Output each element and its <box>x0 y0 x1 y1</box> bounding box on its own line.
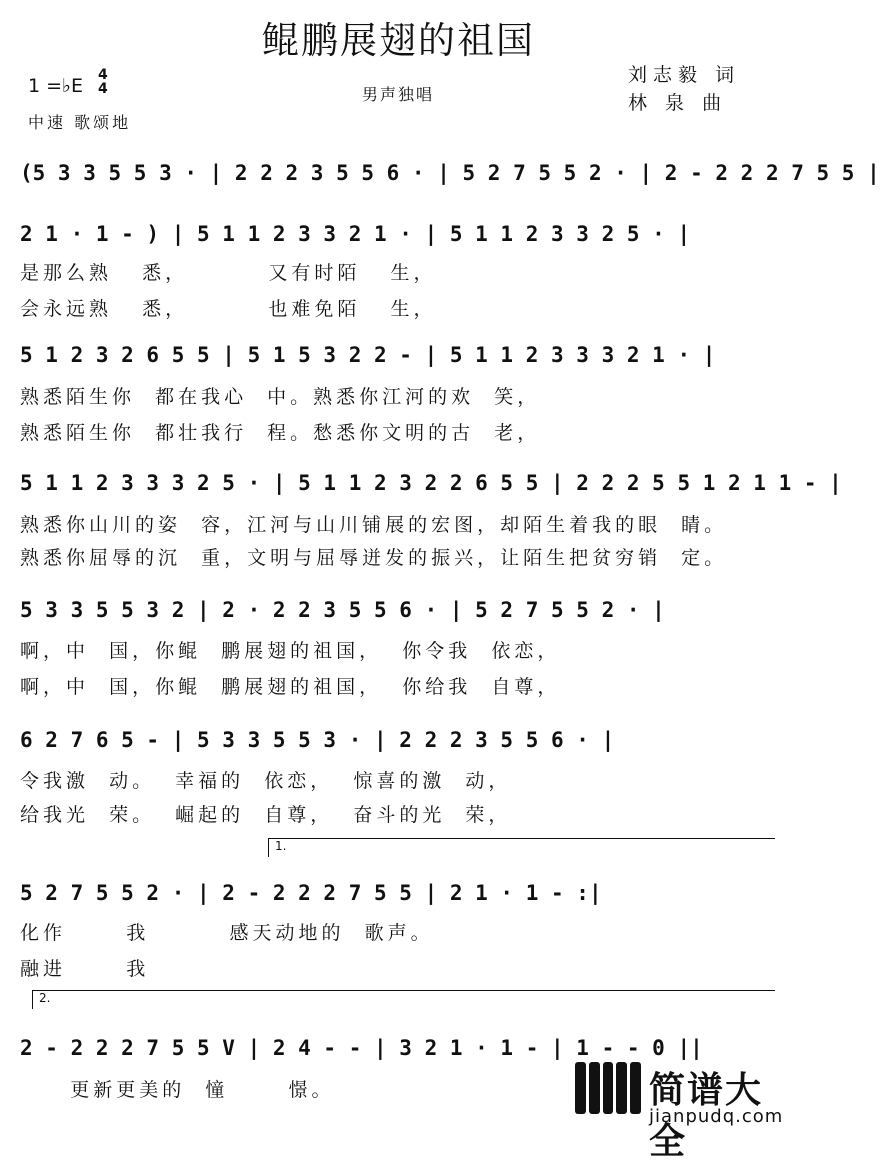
lyricist-credit: 刘志毅 词 <box>628 64 741 86</box>
score-line-5-notes: 5 3 3 5 5 3 2 | 2 · 2 2 3 5 5 6 · | 5 2 7 5 5 2 · | <box>20 598 665 622</box>
score-line-8-notes: 2 - 2 2 2 7 5 5 V | 2 4 - - | 3 2 1 · 1 - | 1 - - 0 || <box>20 1036 703 1060</box>
tempo-marking: 中速 歌颂地 <box>28 113 132 132</box>
score-line-6-lyric-2: 给我光 荣。 崛起的 自尊， 奋斗的光 荣， <box>20 804 512 826</box>
score-line-4-lyric-2: 熟悉你屈辱的沉 重，文明与屈辱迸发的振兴，让陌生把贫穷销 定。 <box>20 547 728 569</box>
score-line-3-lyric-2: 熟悉陌生你 都壮我行 程。愁悉你文明的古 老， <box>20 422 541 444</box>
key-signature: 1 =♭E <box>28 75 84 97</box>
logo-name: 简谱大全 <box>649 1070 764 1162</box>
score-line-2-lyric-1: 是那么熟 悉， 又有时陌 生， <box>20 262 437 284</box>
score-line-6-notes: 6 2 7 6 5 - | 5 3 3 5 5 3 · | 2 2 2 3 5 5 6 · | <box>20 728 615 752</box>
logo-url: jianpudq.com <box>649 1106 784 1127</box>
time-signature-bottom: 4 <box>98 81 108 97</box>
score-line-5-lyric-2: 啊，中 国，你鲲 鹏展翅的祖国， 你给我 自尊， <box>20 676 561 698</box>
piano-keys-icon <box>575 1062 641 1114</box>
score-line-7-lyric-2: 融进 我 <box>20 958 150 980</box>
score-line-4-lyric-1: 熟悉你山川的姿 容，江河与山川铺展的宏图，却陌生着我的眼 睛。 <box>20 514 728 536</box>
time-signature <box>98 68 108 96</box>
score-line-3-lyric-1: 熟悉陌生你 都在我心 中。熟悉你江河的欢 笑， <box>20 386 541 408</box>
time-signature-top: 4 <box>98 67 108 83</box>
score-line-5-lyric-1: 啊，中 国，你鲲 鹏展翅的祖国， 你令我 依恋， <box>20 640 561 662</box>
score-line-4-notes: 5 1 1 2 3 3 3 2 5 · | 5 1 1 2 3 2 2 6 5 5 | 2 2 2 5 5 1 2 1 1 - | <box>20 471 842 495</box>
first-ending-bracket: 1. <box>268 838 775 857</box>
second-ending-bracket: 2. <box>32 990 775 1009</box>
score-line-1-notes: (5 3 3 5 5 3 · | 2 2 2 3 5 5 6 · | 5 2 7 5 5 2 · | 2 - 2 2 2 7 5 5 | <box>20 161 880 185</box>
score-line-2-notes: 2 1 · 1 - ) | 5 1 1 2 3 3 2 1 · | 5 1 1 2 3 3 2 5 · | <box>20 222 691 246</box>
composer-credit: 林 泉 曲 <box>628 92 728 114</box>
score-line-7-notes: 5 2 7 5 5 2 · | 2 - 2 2 2 7 5 5 | 2 1 · 1 - :| <box>20 881 602 905</box>
score-line-3-notes: 5 1 2 3 2 6 5 5 | 5 1 5 3 2 2 - | 5 1 1 2 3 3 3 2 1 · | <box>20 343 716 367</box>
performance-note: 男声独唱 <box>362 85 435 104</box>
score-line-2-lyric-2: 会永远熟 悉， 也难免陌 生， <box>20 298 437 320</box>
site-logo <box>575 1062 785 1162</box>
score-line-6-lyric-1: 令我激 动。 幸福的 依恋， 惊喜的激 动， <box>20 770 512 792</box>
score-line-8-lyric-1: 更新更美的 憧 憬。 <box>20 1079 335 1101</box>
score-line-7-lyric-1: 化作 我 感天动地的 歌声。 <box>20 922 434 944</box>
page-title: 鲲鹏展翅的祖国 <box>262 19 535 62</box>
